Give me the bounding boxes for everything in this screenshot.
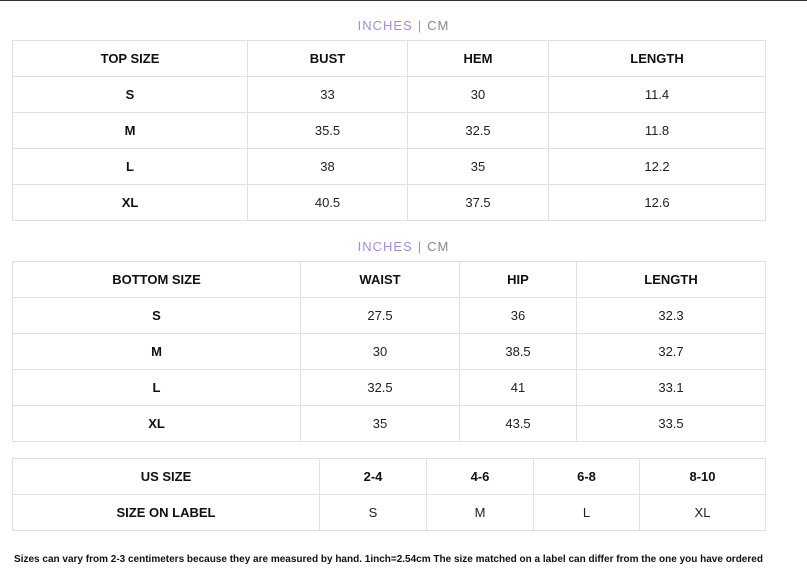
- table-cell: 12.6: [549, 185, 766, 221]
- table-cell: 36: [460, 298, 577, 334]
- us-size-table: [12, 458, 766, 531]
- table-cell: L: [534, 495, 640, 531]
- unit-separator: |: [417, 18, 423, 33]
- table-cell: 30: [301, 334, 460, 370]
- table-cell: 35: [301, 406, 460, 442]
- table-cell: 38.5: [460, 334, 577, 370]
- column-header: BUST: [248, 41, 408, 77]
- table-cell: 32.5: [408, 113, 549, 149]
- table-cell: 41: [460, 370, 577, 406]
- column-header: LENGTH: [549, 41, 766, 77]
- table-cell: 32.7: [577, 334, 766, 370]
- top-divider: [0, 0, 807, 1]
- table-cell: 11.8: [549, 113, 766, 149]
- table-row: [13, 370, 766, 406]
- table-cell: 30: [408, 77, 549, 113]
- column-header: US SIZE: [13, 459, 320, 495]
- table-cell: 35.5: [248, 113, 408, 149]
- table-cell: 12.2: [549, 149, 766, 185]
- unit-toggle-bottom: [0, 239, 807, 254]
- table-row: [13, 406, 766, 442]
- table-cell: XL: [640, 495, 766, 531]
- column-header: 6-8: [534, 459, 640, 495]
- column-header: LENGTH: [577, 262, 766, 298]
- table-cell: 32.3: [577, 298, 766, 334]
- table-row: [13, 334, 766, 370]
- table-cell: 11.4: [549, 77, 766, 113]
- table-cell: S: [320, 495, 427, 531]
- size-cell: M: [13, 334, 301, 370]
- size-cell: XL: [13, 406, 301, 442]
- unit-toggle-top: [0, 18, 807, 33]
- table-cell: 40.5: [248, 185, 408, 221]
- column-header: 4-6: [427, 459, 534, 495]
- column-header: 2-4: [320, 459, 427, 495]
- row-header: SIZE ON LABEL: [13, 495, 320, 531]
- table-cell: 43.5: [460, 406, 577, 442]
- inches-toggle[interactable]: INCHES: [357, 239, 413, 254]
- table-cell: 38: [248, 149, 408, 185]
- table-header-row: [13, 41, 766, 77]
- table-row: [13, 149, 766, 185]
- bottom-size-table: [12, 261, 766, 442]
- cm-toggle[interactable]: CM: [427, 18, 450, 33]
- table-cell: 27.5: [301, 298, 460, 334]
- table-row: [13, 185, 766, 221]
- table-row: [13, 495, 766, 531]
- column-header: 8-10: [640, 459, 766, 495]
- table-cell: 33.1: [577, 370, 766, 406]
- unit-separator: |: [417, 239, 423, 254]
- column-header: BOTTOM SIZE: [13, 262, 301, 298]
- top-size-table: [12, 40, 766, 221]
- column-header: HIP: [460, 262, 577, 298]
- table-row: [13, 77, 766, 113]
- size-cell: L: [13, 370, 301, 406]
- sizing-note: Sizes can vary from 2-3 centimeters because they are measured by hand. 1inch=2.54cm The size matched on a label can differ from the one you have ordered: [14, 554, 763, 565]
- table-header-row: [13, 459, 766, 495]
- cm-toggle[interactable]: CM: [427, 239, 450, 254]
- table-cell: 33.5: [577, 406, 766, 442]
- table-cell: 33: [248, 77, 408, 113]
- size-cell: S: [13, 298, 301, 334]
- size-cell: S: [13, 77, 248, 113]
- table-cell: 32.5: [301, 370, 460, 406]
- table-header-row: [13, 262, 766, 298]
- table-cell: 37.5: [408, 185, 549, 221]
- table-row: [13, 113, 766, 149]
- size-cell: XL: [13, 185, 248, 221]
- table-cell: M: [427, 495, 534, 531]
- column-header: WAIST: [301, 262, 460, 298]
- size-cell: L: [13, 149, 248, 185]
- inches-toggle[interactable]: INCHES: [357, 18, 413, 33]
- column-header: HEM: [408, 41, 549, 77]
- size-cell: M: [13, 113, 248, 149]
- table-row: [13, 298, 766, 334]
- table-cell: 35: [408, 149, 549, 185]
- column-header: TOP SIZE: [13, 41, 248, 77]
